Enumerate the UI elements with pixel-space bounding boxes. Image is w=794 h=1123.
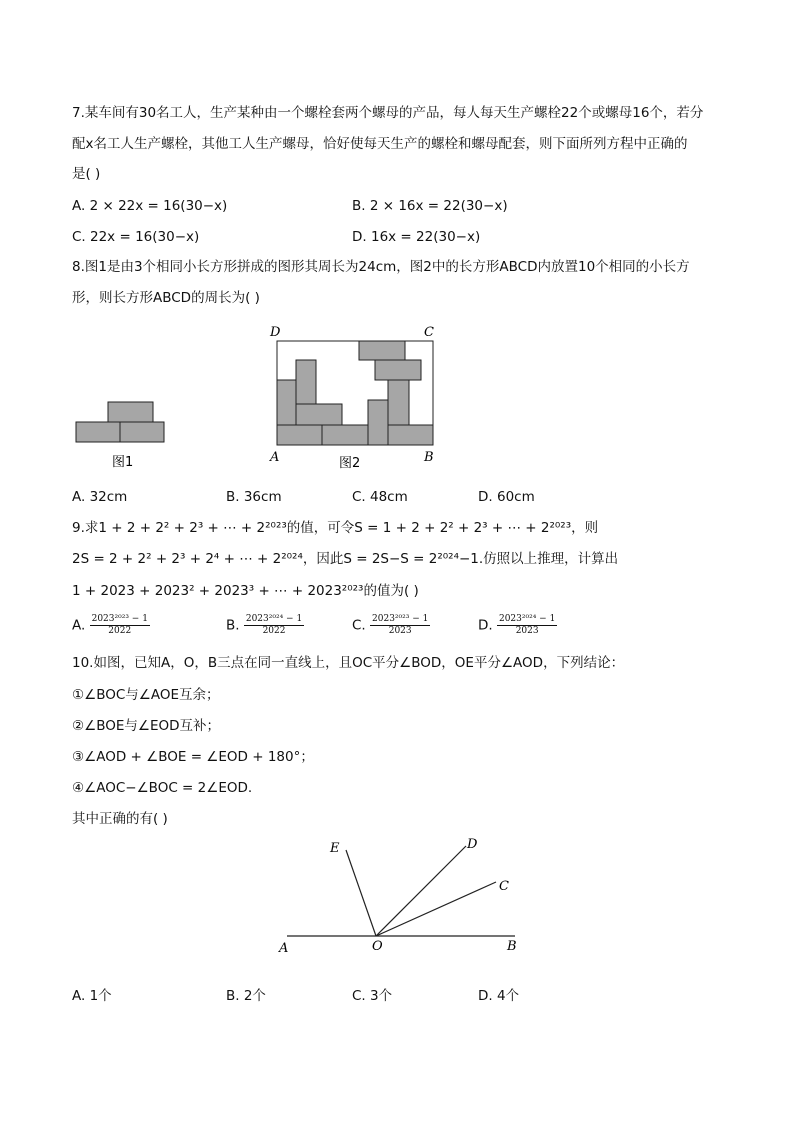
q7-option-c[interactable]: C. 22x = 16(30−x) [72,229,200,245]
q10-statement-1: ①∠BOC与∠AOE互余； [72,687,220,703]
q9-option-c-numerator: 2023²⁰²³ − 1 [372,614,429,624]
label-c: C [499,879,509,894]
figure-1-caption: 图1 [112,455,134,470]
q9-stem-line2: 2S = 2 + 2² + 2³ + 2⁴ + ⋯ + 2²⁰²⁴，因此S = 2S−S = 2²⁰²⁴−1.仿照以上推理，计算出 [72,551,619,567]
q7-stem-line2: 配x名工人生产螺栓，其他工人生产螺母，恰好使每天生产的螺栓和螺母配套，则下面所列方程中正确的 [72,136,688,152]
q10-option-a[interactable]: A. 1个 [72,988,112,1004]
q10-option-d[interactable]: D. 4个 [478,988,520,1004]
label-d: D [467,837,478,852]
q10-question: 其中正确的有( ) [72,811,168,827]
q9-option-d-letter: D. [478,617,493,634]
q9-option-b[interactable] [226,614,304,637]
q8-option-d[interactable]: D. 60cm [478,489,535,505]
q8-stem-line2: 形，则长方形ABCD的周长为( ) [72,290,260,306]
figure-1 [76,402,164,442]
q7-option-b[interactable]: B. 2 × 16x = 22(30−x) [352,198,508,214]
q8-option-c[interactable]: C. 48cm [352,489,408,505]
q7-option-a[interactable]: A. 2 × 22x = 16(30−x) [72,198,228,214]
q9-option-b-denominator: 2022 [262,626,286,636]
label-b: B [507,939,517,954]
ray-oc [376,882,496,936]
q8-stem-line1: 8.图1是由3个相同小长方形拼成的图形其周长为24cm，图2中的长方形ABCD内放置10个相同的小长方 [72,259,690,275]
q7-stem-line3: 是( ) [72,166,101,182]
label-a: A [270,450,280,465]
q9-option-c-denominator: 2023 [388,626,412,636]
q9-option-a-denominator: 2022 [108,626,132,636]
q9-option-c-letter: C. [352,617,366,634]
q9-option-d[interactable] [478,614,557,637]
label-e: E [330,841,340,856]
q9-stem-line3: 1 + 2023 + 2023² + 2023³ + ⋯ + 2023²⁰²³的值为( ) [72,583,419,599]
label-b: B [424,450,434,465]
q9-option-d-numerator: 2023²⁰²⁴ − 1 [498,614,556,624]
q9-option-d-denominator: 2023 [515,626,539,636]
q9-option-a-letter: A. [72,617,86,634]
q9-stem-line1: 9.求1 + 2 + 2² + 2³ + ⋯ + 2²⁰²³的值，可令S = 1 + 2 + 2² + 2³ + ⋯ + 2²⁰²³，则 [72,520,599,536]
q8-figures [0,320,794,480]
q10-option-c[interactable]: C. 3个 [352,988,393,1004]
q9-option-a-fraction [90,614,150,637]
q9-option-a[interactable] [72,614,150,637]
figure-2-blocks [277,341,433,445]
q10-statement-3: ③∠AOD + ∠BOE = ∠EOD + 180°； [72,749,314,765]
ray-oe [346,850,376,936]
q9-option-a-numerator: 2023²⁰²³ − 1 [91,614,148,624]
q9-option-c[interactable] [352,614,430,637]
label-d: D [270,325,281,340]
label-o: O [372,939,383,954]
q9-option-c-fraction [370,614,430,637]
q9-option-d-fraction [497,614,557,637]
q8-option-a[interactable]: A. 32cm [72,489,128,505]
q8-option-b[interactable]: B. 36cm [226,489,282,505]
q7-option-d[interactable]: D. 16x = 22(30−x) [352,229,481,245]
figure-2-caption: 图2 [339,456,361,471]
label-c: C [424,325,434,340]
ray-od [376,846,466,936]
q10-statement-2: ②∠BOE与∠EOD互补； [72,718,221,734]
q10-option-b[interactable]: B. 2个 [226,988,266,1004]
q10-statement-4: ④∠AOC−∠BOC = 2∠EOD. [72,780,253,796]
q9-option-b-fraction [244,614,304,637]
q9-option-b-numerator: 2023²⁰²⁴ − 1 [245,614,303,624]
q10-stem-line1: 10.如图，已知A，O，B三点在同一直线上，且OC平分∠BOD，OE平分∠AOD，下列结论： [72,655,625,671]
q10-angle-figure [0,832,794,962]
q7-stem-line1: 7.某车间有30名工人，生产某种由一个螺栓套两个螺母的产品，每人每天生产螺栓22个或螺母16个，若分 [72,105,704,121]
label-a: A [279,941,289,956]
q9-option-b-letter: B. [226,617,240,634]
